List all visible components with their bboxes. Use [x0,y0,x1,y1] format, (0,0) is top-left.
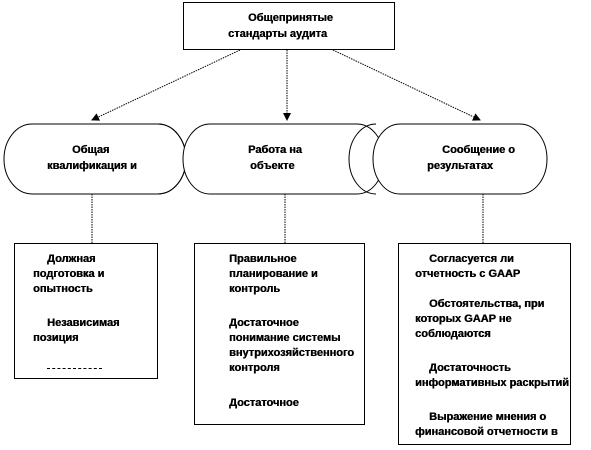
root-title-line1: Общепринятые [248,12,333,24]
left-item-line: позиция [33,332,79,344]
right-item-line: Обстоятельства, при [429,298,545,310]
middle-item-line: Достаточное [229,397,299,409]
left-item-line: подготовка и [33,268,105,280]
arrow-to-qualification [92,50,240,120]
left-item-line: Должная [47,253,96,265]
fieldwork-details-box [194,243,365,425]
middle-item-line: планирование и [229,268,318,280]
category-qualification-line2: квалификация и [47,160,137,172]
left-truncated-text-mark [47,368,102,371]
category-qualification-line1: Общая [72,144,110,156]
arrow-to-reporting [333,50,480,120]
qualification-details-box [14,243,158,379]
middle-item-line: Правильное [229,253,297,265]
right-item-line: соблюдаются [415,328,491,340]
left-item-line: Независимая [47,317,120,329]
root-standards-box [183,2,395,50]
reporting-details-box [398,243,571,445]
root-title-line2: стандарты аудита [228,28,327,40]
category-reporting-line2: результатах [427,160,493,172]
right-item-line: финансовой отчетности в [415,426,558,438]
category-reporting-line1: Сообщение о [442,144,515,156]
right-item-line: которых GAAP не [415,313,512,325]
right-item-line: Согласуется ли [429,253,514,265]
middle-item-line: контроль [229,283,281,295]
right-item-line: отчетность с GAAP [415,268,521,280]
middle-item-line: внутрихозяйственного [229,347,354,359]
category-fieldwork-line2: объекте [250,160,295,172]
right-item-line: Достаточность [429,362,511,374]
middle-item-line: понимание системы [229,332,341,344]
category-fieldwork-line1: Работа на [248,144,302,156]
right-item-line: Выражение мнения о [429,411,547,423]
middle-item-line: контроля [229,362,280,374]
left-item-line: опытность [33,283,93,295]
middle-item-line: Достаточное [229,317,299,329]
right-item-line: информативных раскрытий [415,377,569,389]
